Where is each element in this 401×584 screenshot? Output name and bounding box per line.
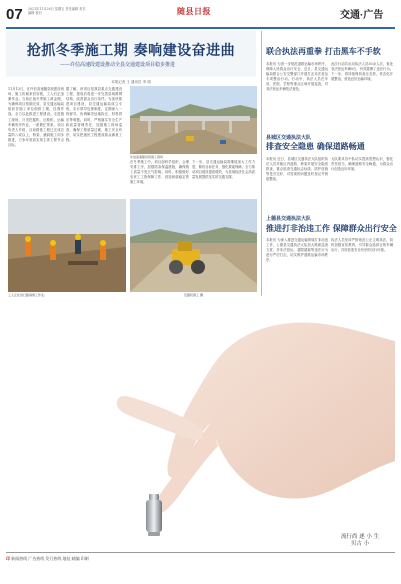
newspaper-name: 随县日报 xyxy=(177,6,211,16)
construction-photo-roller xyxy=(130,199,257,292)
main-subheadline: ——许信高速段建设推动全县交通建设项目稳步推进 xyxy=(60,62,176,68)
footer xyxy=(6,556,395,562)
photo-caption: 许信高速随县段施工现场 xyxy=(130,155,164,159)
article-column: 下一步，县交通运输局将继续加大工作力度，紧盯目标任务，强化要素保障，全力推动项目建设提质增效，为县域经济社会高质量发展提供坚实的交通支撑。 xyxy=(192,160,255,180)
photo-caption: 工人正在进行路基施工作业。 xyxy=(8,293,48,297)
workers-scene-image xyxy=(8,199,126,292)
article-column: 大队要求各中队切实提高思想认识，强化责任担当，确保道路安全畅通，为群众出行创造良好环境。 xyxy=(331,157,393,172)
ad-slogan-line: 流行尚 逐 小 生 xyxy=(340,534,380,540)
issue-meta: 2021年11月26日 星期五 责任编辑 美术编辑 校对 xyxy=(28,7,86,15)
construction-photo-workers xyxy=(8,199,126,292)
footer-rule xyxy=(6,552,395,553)
article-kicker: 县城区交通执法大队 xyxy=(266,135,312,141)
advertisement xyxy=(6,301,395,551)
construction-photo-bridge xyxy=(130,86,257,154)
article-column: 11月13日，在许信高速随县段建设现场，施工机械来回穿梭，工人们正加紧作业。当前正值冬季施工黄金期，为确保项目按期完成，县交通运输局组织各施工单位倒排工期、挂图作战，全力以赴推进工程建设。走进施工现场，只见挖掘机、压路机、运输车辆有序作业，一派繁忙景象。项目负责人介绍，目前路基工程已完成总量的八成以上，桥梁、涵洞施工同步推进，力争年底前实现主体工程节点目标。 xyxy=(8,87,64,148)
footer-text: 新闻热线 广告热线 发行热线 地址 邮编 印刷 xyxy=(11,556,89,561)
photo-caption: 压路机施工 摄 xyxy=(184,293,203,297)
roller-scene-image xyxy=(130,199,257,292)
article-column: 执法人员坚持严格规范公正文明执法，同时加强宣传教育，引导群众选择正规车辆出行，共同营造安全有序的出行环境。 xyxy=(331,238,393,253)
article-column: 本报讯 为深入推进交通运输领域打非治违工作，上德县交通执法大队加大路面巡查力度，对非法营运、超限超载等违法行为进行严厉打击，切实维护道路运输市场秩序。 xyxy=(266,238,328,263)
article-column: 本报讯 近日，县城区交通执法大队组织执法人员对辖区内道路、桥梁开展安全隐患排查，重点检查交通标志标线、防护设施等是否完好，对发现的问题及时登记并督促整改。 xyxy=(266,157,328,182)
article-headline: 推进打非治违工作 保障群众出行安全 xyxy=(266,223,397,233)
column-divider xyxy=(261,31,262,296)
footer-mark: 印 xyxy=(6,556,10,561)
main-headline: 抢抓冬季施工期 奏响建设奋进曲 xyxy=(26,43,236,59)
article-column: 本报讯 为进一步规范道路运输市场秩序，保障人民群众出行安全，近日，县交通运输局联合公安交警部门开展打击非法营运专项整治行动。行动中，执法人员在车站、医院、学校等重点区域开展巡查，对非法营运车辆依法查处。 xyxy=(266,62,328,92)
main-byline: 本报记者 王 通讯员 李 明 xyxy=(111,80,151,84)
bridge-scene-image xyxy=(130,86,257,154)
article-headline: 联合执法再重拳 打击黑车不手软 xyxy=(266,46,381,56)
page-number: 07 xyxy=(6,6,23,23)
hand-pendant-ad-image xyxy=(6,301,395,551)
header-rule xyxy=(6,27,395,29)
pendant-icon xyxy=(146,494,162,536)
article-column: 在冬季施工中，项目部科学组织，合理安排工序，加强防冻保温措施，确保施工质量不受天气影响。同时，积极做好农民工工资保障工作，营造和谐稳定的施工环境。 xyxy=(130,160,189,185)
ad-slogan xyxy=(326,534,394,548)
article-kicker: 上德县交通执法大队 xyxy=(266,216,312,222)
article-column: 据了解，该项目是我县重点交通建设工程，建成后将进一步完善县域路网结构，改善群众出行条件。为加快推进项目建设，县交通运输局成立专班，实行领导包保制度，定期深入一线督导，协调解决征地拆迁、材料供应等难题。同时，严格落实安全生产和质量管理责任，加强施工现场巡查，确保工程质量过硬、施工安全有序，切实把惠民工程建成群众满意工程。 xyxy=(66,87,122,142)
ad-slogan-line: 贝古 小 xyxy=(350,541,370,547)
section-title: 交通·广告 xyxy=(340,10,384,21)
article-column: 此次行动共出动执法人员30余人次，查处非法营运车辆5台，有效震慑了违法行为。下一步，将持续保持高压态势，常态化开展整治，营造良好运输环境。 xyxy=(331,62,393,82)
article-headline: 排查安全隐患 确保道路畅通 xyxy=(266,141,365,151)
